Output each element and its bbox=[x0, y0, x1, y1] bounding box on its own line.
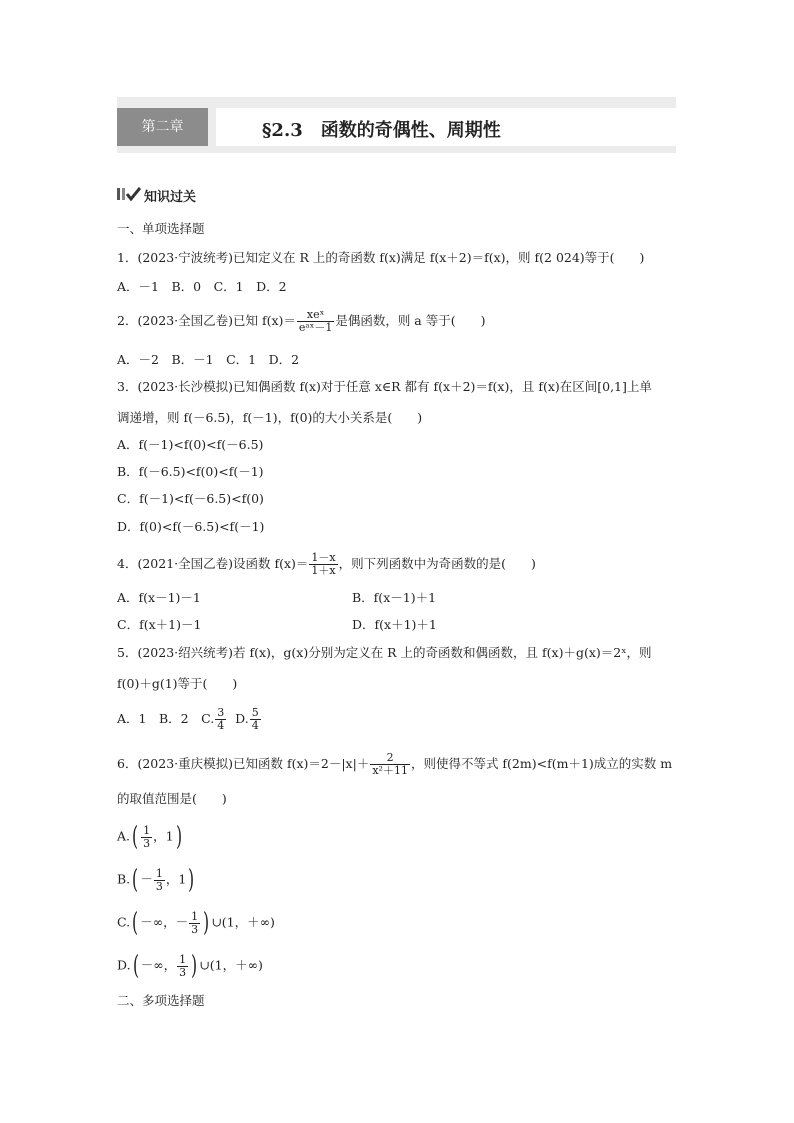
question-4-option-b: B．f(x－1)＋1 bbox=[352, 590, 437, 605]
question-4-option-a: A．f(x－1)－1 bbox=[117, 590, 201, 605]
question-1-options: A．－1 B．0 C．1 D．2 bbox=[117, 279, 287, 294]
question-1-stem: 1．(2023·宁波统考)已知定义在 R 上的奇函数 f(x)满足 f(x＋2)＝f(x)，则 f(2 024)等于( ) bbox=[117, 250, 645, 265]
question-4-stem: 4．(2021·全国乙卷)设函数 f(x)＝ $\frac{1-x}{1+x}$ ，则下列函数中为奇函数的是( ) bbox=[117, 551, 536, 577]
question-6-option-a: A.( $\frac{1}{3}$ ，1) bbox=[117, 822, 182, 852]
fraction: $\frac{1}{3}$ bbox=[143, 823, 151, 850]
question-4-option-d: D．f(x＋1)＋1 bbox=[352, 617, 437, 632]
question-5-stem-line2: f(0)＋g(1)等于( ) bbox=[117, 676, 238, 691]
section-title: 知识过关 bbox=[144, 190, 197, 205]
question-3-stem-line2: 调递增，则 f(－6.5)，f(－1)，f(0)的大小关系是( ) bbox=[117, 410, 423, 425]
fraction: $\frac{1}{3}$ bbox=[155, 866, 163, 893]
question-6-stem-line2: 的取值范围是( ) bbox=[117, 791, 227, 806]
fraction: $\frac{3}{4}$ bbox=[217, 706, 225, 732]
question-3-option-d: D．f(0)<f(－6.5)<f(－1) bbox=[117, 519, 265, 534]
question-6-stem: 6．(2023·重庆模拟)已知函数 f(x)＝2－|x|＋ $\frac{2}{\text{x²＋11}}$ ，则使得不等式 f(2m)<f(m＋1)成立的实数 m bbox=[117, 751, 673, 777]
question-5-options: A．1 B．2 C. $\frac{3}{4}$ D. $\frac{5}{4}$ bbox=[117, 706, 259, 732]
question-6-option-b: B.( － $\frac{1}{3}$ ，1) bbox=[117, 865, 195, 895]
question-4-option-c: C．f(x＋1)－1 bbox=[117, 617, 202, 632]
question-6-option-c: C.( －∞，－ $\frac{1}{3}$ ) ∪(1，＋∞) bbox=[117, 908, 275, 938]
question-3-option-c: C．f(－1)<f(－6.5)<f(0) bbox=[117, 491, 264, 506]
question-2-stem: 2．(2023·全国乙卷)已知 f(x)＝ $\frac{\text{xeˣ}}{\text{eᵃˣ－1}}$ 是偶函数，则 a 等于( ) bbox=[117, 308, 486, 334]
fraction: $\frac{5}{4}$ bbox=[251, 706, 259, 732]
question-3-stem-line1: 3．(2023·长沙模拟)已知偶函数 f(x)对于任意 x∈R 都有 f(x＋2)＝f(x)，且 f(x)在区间[0,1]上单 bbox=[117, 379, 652, 394]
question-2-options: A．－2 B．－1 C．1 D．2 bbox=[117, 352, 300, 367]
question-3-option-b: B．f(－6.5)<f(0)<f(－1) bbox=[117, 464, 264, 479]
fraction: $\frac{2}{\text{x²＋11}}$ bbox=[372, 751, 408, 777]
question-3-option-a: A．f(－1)<f(0)<f(－6.5) bbox=[117, 437, 264, 452]
part-title-multiple-choice: 二、多项选择题 bbox=[117, 993, 205, 1008]
fraction: $\frac{1}{3}$ bbox=[191, 909, 199, 936]
fraction: $\frac{1-x}{1+x}$ bbox=[311, 551, 336, 577]
page-title: §2.3 函数的奇偶性、周期性 bbox=[262, 120, 501, 141]
question-5-stem-line1: 5．(2023·绍兴统考)若 f(x)，g(x)分别为定义在 R 上的奇函数和偶函数，且 f(x)＋g(x)＝2ˣ，则 bbox=[117, 645, 652, 660]
chapter-label: 第二章 bbox=[117, 108, 208, 146]
fraction: $\frac{1}{3}$ bbox=[179, 952, 187, 979]
fraction: $\frac{\text{xeˣ}}{\text{eᵃˣ－1}}$ bbox=[298, 308, 333, 334]
checklist-icon bbox=[117, 186, 141, 202]
question-6-option-d: D.( －∞， $\frac{1}{3}$ ) ∪(1，＋∞) bbox=[117, 951, 263, 981]
part-title-single-choice: 一、单项选择题 bbox=[117, 221, 205, 236]
